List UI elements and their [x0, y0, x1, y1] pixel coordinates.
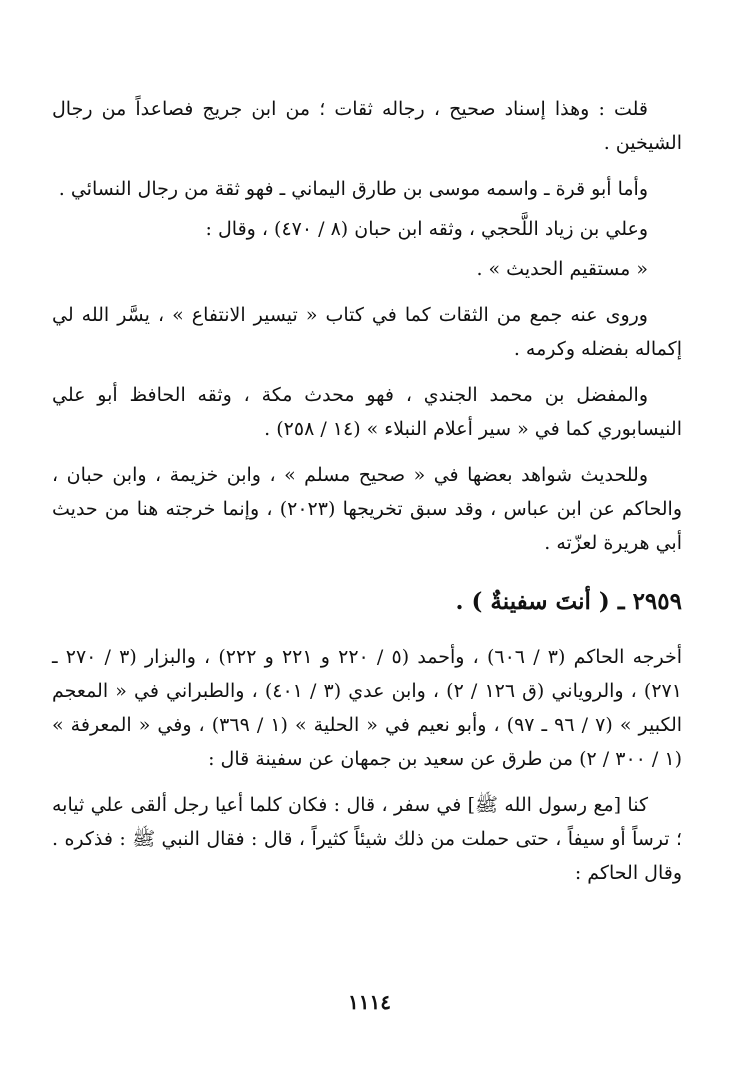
paragraph-hadith-text: كنا [مع رسول الله ﷺ] في سفر ، قال : فكان كلما أعيا رجل ألقى علي ثيابه ؛ ترساً أو سيفاً ، حتى حملت من ذلك شيئاً كثيراً ، قال : فقال النبي ﷺ : فذكره . وقال الحاكم : [52, 794, 682, 884]
document-page [52, 92, 682, 902]
paragraph-mufaddal-al-jundi: والمفضل بن محمد الجندي ، فهو محدث مكة ، وثقه الحافظ أبو علي النيسابوري كما في « سير أعلام النبلاء » (١٤ / ٢٥٨) . [52, 384, 682, 440]
paragraph-mustaqim-quote: « مستقيم الحديث » . [476, 258, 648, 280]
paragraph-ali-bin-ziyad: وعلي بن زياد اللَّحجي ، وثقه ابن حبان (٨ / ٤٧٠) ، وقال : [205, 218, 648, 240]
page-number: ١١١٤ [348, 990, 391, 1014]
paragraph-shawahid: وللحديث شواهد بعضها في « صحيح مسلم » ، وابن خزيمة ، وابن حبان ، والحاكم عن ابن عباس ، وقد سبق تخريجها (٢٠٢٣) ، وإنما خرجته هنا من حديث أبي هريرة لعزّته . [52, 464, 682, 554]
paragraph-abu-qurra: وأما أبو قرة ـ واسمه موسى بن طارق اليماني ـ فهو ثقة من رجال النسائي . [58, 178, 648, 200]
paragraph-taysir-al-intifa: وروى عنه جمع من الثقات كما في كتاب « تيسير الانتفاع » ، يسَّر الله لي إكماله بفضله وكرمه . [52, 304, 682, 360]
paragraph-isnad-sahih: قلت : وهذا إسناد صحيح ، رجاله ثقات ؛ من ابن جريج فصاعداً من رجال الشيخين . [52, 98, 682, 154]
hadith-heading: ٢٩٥٩ ـ ( أنتَ سفينةٌ ) . [455, 588, 682, 615]
paragraph-takhrij: أخرجه الحاكم (٣ / ٦٠٦) ، وأحمد (٥ / ٢٢٠ و ٢٢١ و ٢٢٢) ، والبزار (٣ / ٢٧٠ ـ ٢٧١) ، والروياني (ق ١٢٦ / ٢) ، وابن عدي (٣ / ٤٠١) ، والطبراني في « المعجم الكبير » (٧ / ٩٦ ـ ٩٧) ، وأبو نعيم في « الحلية » (١ / ٣٦٩) ، وفي « المعرفة » (١ / ٣٠٠ / ٢) من طرق عن سعيد بن جمهان عن سفينة قال : [52, 646, 683, 770]
